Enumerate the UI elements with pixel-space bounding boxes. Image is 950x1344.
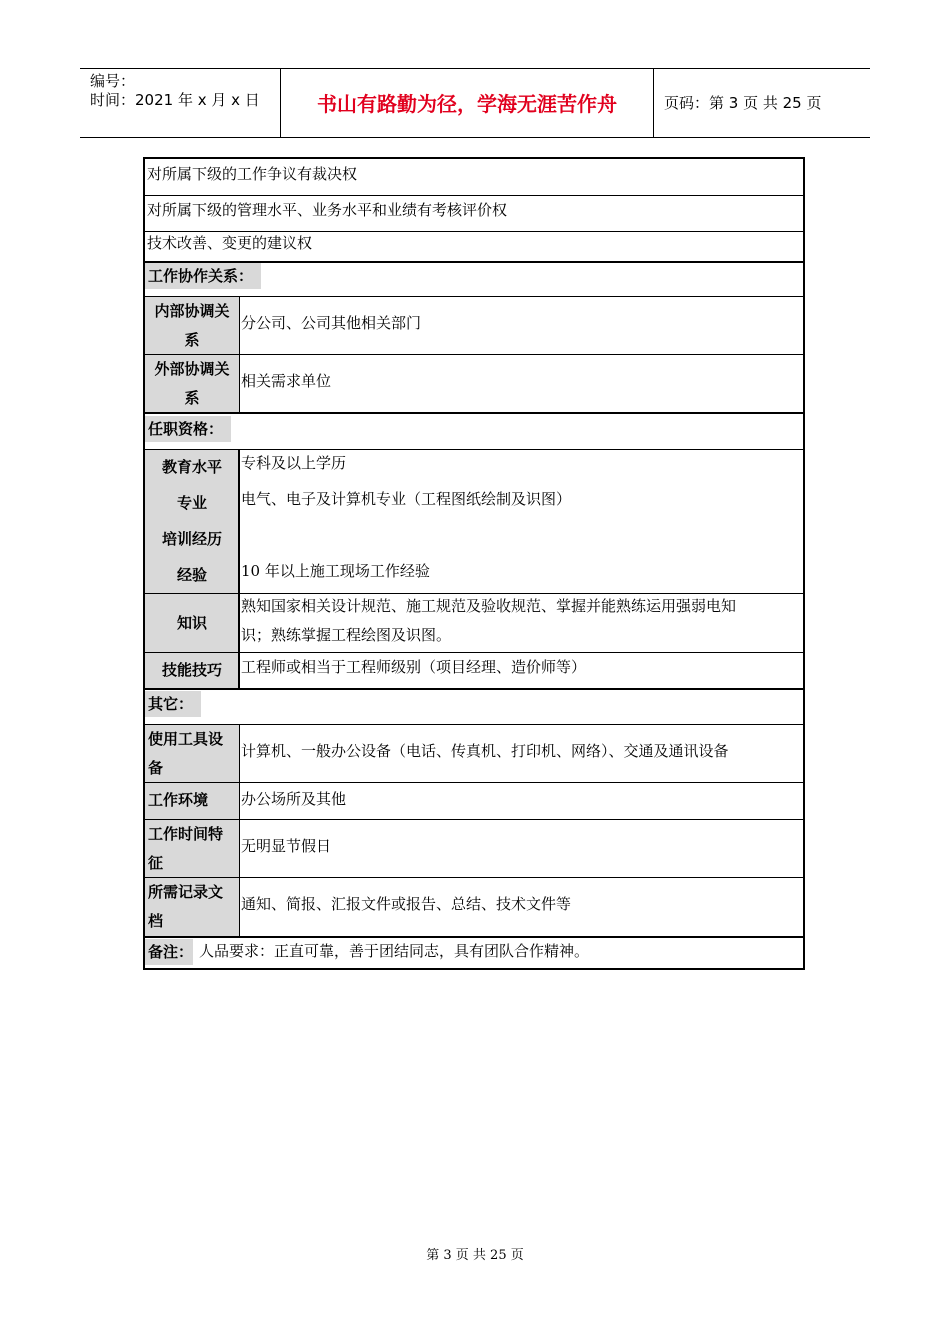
education-label: 教育水平	[161, 458, 222, 476]
remark-text: 人品要求：正直可靠，善于团结同志，具有团队合作精神。	[199, 942, 590, 960]
tools-value: 计算机、一般办公设备（电话、传真机、打印机、网络）、交通及通讯设备	[241, 742, 729, 760]
environment-value: 办公场所及其他	[241, 790, 347, 808]
major-value: 电气、电子及计算机专业（工程图纸绘制及识图）	[241, 490, 572, 508]
external-coordination-value: 相关需求单位	[241, 372, 332, 390]
experience-value: 10 年以上施工现场工作经验	[241, 562, 430, 580]
records-value: 通知、简报、汇报文件或报告、总结、技术文件等	[241, 895, 572, 913]
other-section-title: 其它：	[145, 691, 201, 717]
knowledge-value-line-1: 熟知国家相关设计规范、施工规范及验收规范、掌握并能熟练运用强弱电知	[241, 597, 737, 615]
external-coordination-label: 外部协调关 系	[145, 355, 239, 412]
knowledge-label: 知识	[145, 594, 239, 652]
right-item: 对所属下级的管理水平、业务水平和业绩有考核评价权	[147, 201, 508, 219]
environment-label: 工作环境	[145, 783, 239, 819]
qualification-section-title: 任职资格：	[145, 416, 231, 442]
number-label: 编号：	[90, 72, 136, 90]
experience-label: 经验	[176, 566, 207, 584]
job-description-table	[143, 157, 805, 970]
skills-value: 工程师或相当于工程师级别（项目经理、造价师等）	[241, 658, 587, 676]
page-footer: 第 3 页 共 25 页	[426, 1248, 524, 1263]
working-time-label: 工作时间特 征	[145, 820, 239, 877]
page-header	[80, 68, 870, 138]
internal-coordination-value: 分公司、公司其他相关部门	[241, 314, 422, 332]
header-info-cell	[80, 69, 281, 137]
right-item: 对所属下级的工作争议有裁决权	[147, 165, 358, 183]
knowledge-value-line-2: 识；熟练掌握工程绘图及识图。	[241, 626, 452, 644]
collab-section-title: 工作协作关系：	[145, 263, 261, 289]
education-value: 专科及以上学历	[241, 454, 347, 472]
header-page-cell	[654, 69, 870, 137]
remark-label: 备注：	[145, 939, 193, 965]
internal-coordination-label: 内部协调关 系	[145, 297, 239, 354]
tools-label: 使用工具设 备	[145, 725, 239, 782]
skills-label: 技能技巧	[145, 653, 239, 688]
motto: 书山有路勤为径，学海无涯苦作舟	[317, 92, 617, 116]
working-time-value: 无明显节假日	[241, 837, 332, 855]
records-label: 所需记录文 档	[145, 878, 239, 936]
page-label: 页码：第 3 页 共 25 页	[664, 94, 822, 112]
major-label: 专业	[176, 494, 207, 512]
training-label: 培训经历	[161, 530, 222, 548]
time-label: 时间：2021 年 x 月 x 日	[90, 91, 260, 109]
header-motto-cell	[281, 69, 654, 137]
right-item: 技术改善、变更的建议权	[147, 234, 313, 252]
